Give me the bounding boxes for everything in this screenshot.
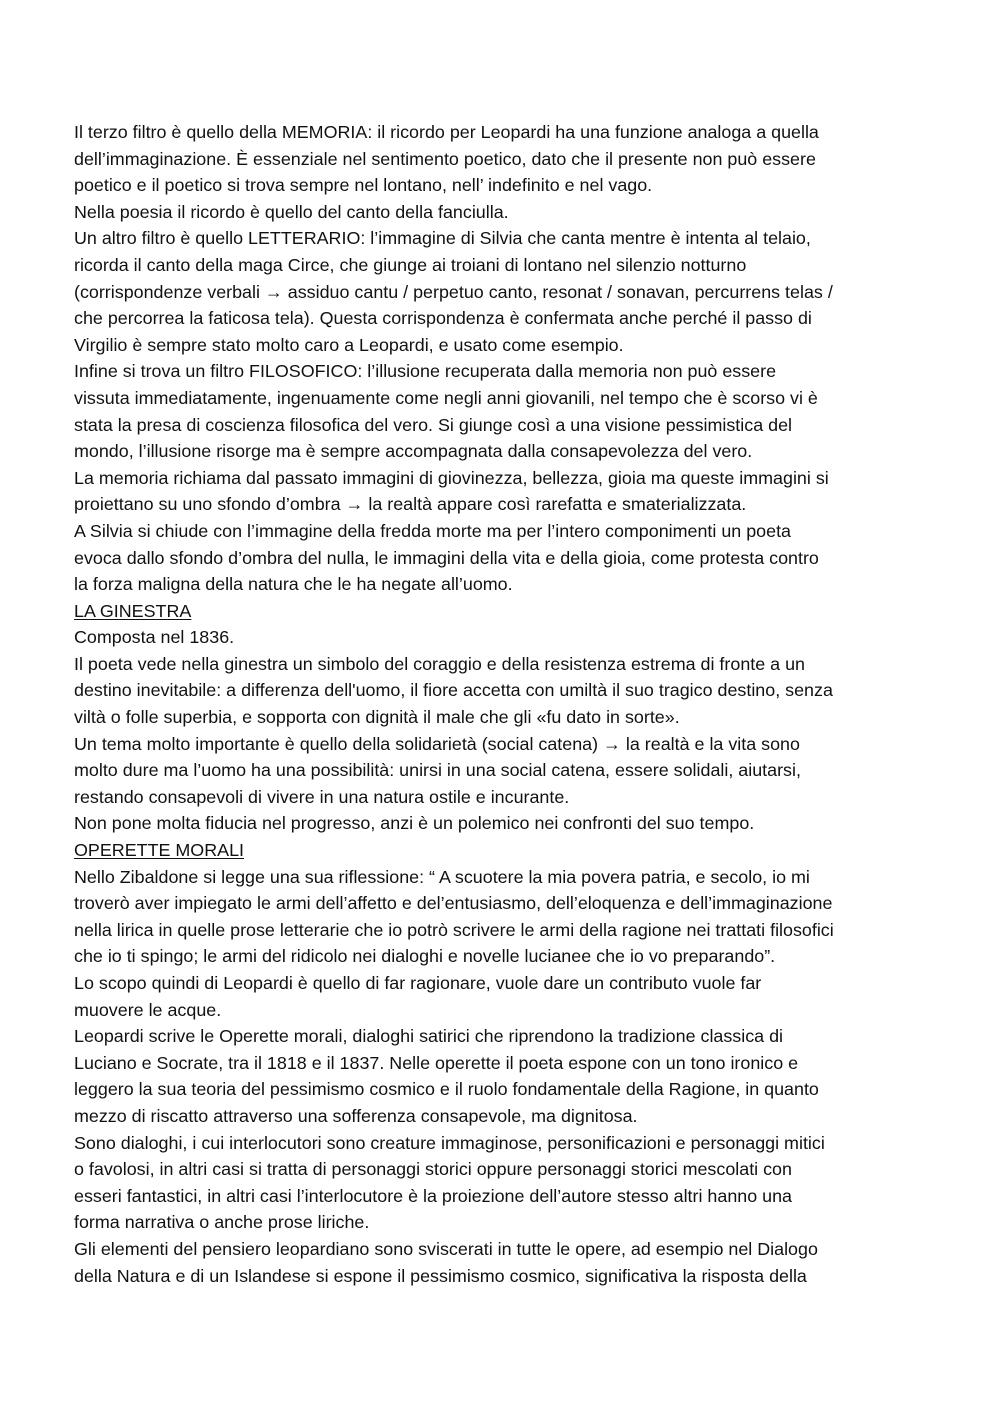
text-line: Il terzo filtro è quello della MEMORIA: il ricordo per Leopardi ha una funzione analoga a quella (74, 122, 819, 142)
text-line: poetico e il poetico si trova sempre nel lontano, nell’ indefinito e nel vago. (74, 175, 653, 196)
text-line: Composta nel 1836. (74, 627, 235, 648)
text-line: Gli elementi del pensiero leopardiano sono sviscerati in tutte le opere, ad esempio nel Dialogo (74, 1238, 818, 1259)
text-line: Il poeta vede nella ginestra un simbolo del coraggio e della resistenza estrema di fronte a un (74, 653, 805, 674)
text-line: mondo, l’illusione risorge ma è sempre accompagnata dalla consapevolezza del vero. (74, 441, 753, 462)
text-line: muovere le acque. (74, 999, 222, 1020)
text-line: forma narrativa o anche prose liriche. (74, 1212, 370, 1233)
section-heading: OPERETTE MORALI (74, 840, 244, 861)
text-line: viltà o folle superbia, e sopporta con dignità il male che gli «fu dato in sorte». (74, 707, 680, 728)
text-line: Nello Zibaldone si legge una sua riflessione: “ A scuotere la mia povera patria, e secolo, io mi (74, 866, 810, 887)
text-line: della Natura e di un Islandese si espone il pessimismo cosmico, significativa la risposta della (74, 1265, 807, 1286)
text-line: molto dure ma l’uomo ha una possibilità: unirsi in una social catena, essere solidali, aiutarsi, (74, 760, 801, 781)
section-heading: LA GINESTRA (74, 600, 192, 621)
text-line: Infine si trova un filtro FILOSOFICO: l’illusione recuperata dalla memoria non può essere (74, 361, 777, 382)
text-line: Virgilio è sempre stato molto caro a Leopardi, e usato come esempio. (74, 334, 624, 355)
text-line: la forza maligna della natura che le ha negate all’uomo. (74, 574, 513, 595)
text-line: stata la presa di coscienza filosofica del vero. Si giunge così a una visione pessimistica del (74, 414, 792, 435)
text-line: destino inevitabile: a differenza dell'uomo, il fiore accetta con umiltà il suo tragico destino, senza (74, 680, 833, 701)
text-line: evoca dallo sfondo d’ombra del nulla, le immagini della vita e della gioia, come protesta contro (74, 547, 819, 568)
text-line: Un altro filtro è quello LETTERARIO: l’immagine di Silvia che canta mentre è intenta al telaio, (74, 228, 811, 249)
text-line: Leopardi scrive le Operette morali, dialoghi satirici che riprendono la tradizione classica di (74, 1026, 784, 1047)
text-line: vissuta immediatamente, ingenuamente come negli anni giovanili, nel tempo che è scorso vi è (74, 387, 818, 408)
text-line: leggero la sua teoria del pessimismo cosmico e il ruolo fondamentale della Ragione, in quanto (74, 1079, 819, 1100)
text-line: Nella poesia il ricordo è quello del canto della fanciulla. (74, 201, 509, 222)
text-line: che percorrea la faticosa tela). Questa corrispondenza è confermata anche perché il passo di (74, 308, 812, 329)
text-line: La memoria richiama dal passato immagini di giovinezza, bellezza, gioia ma queste immagini si (74, 467, 829, 488)
text-line: Non pone molta fiducia nel progresso, anzi è un polemico nei confronti del suo tempo. (74, 813, 755, 834)
text-line: restando consapevoli di vivere in una natura ostile e incurante. (74, 786, 570, 807)
text-line: Lo scopo quindi di Leopardi è quello di far ragionare, vuole dare un contributo vuole far (74, 973, 762, 993)
text-line: proiettano su uno sfondo d’ombra → la realtà appare così rarefatta e smaterializzata. (74, 494, 747, 515)
text-line: che io ti spingo; le armi del ridicolo nei dialoghi e novelle lucianee che io vo preparando”. (74, 946, 776, 967)
text-line: o favolosi, in altri casi si tratta di personaggi storici oppure personaggi storici mescolati con (74, 1159, 792, 1180)
text-line: troverò aver impiegato le armi dell’affetto e del’entusiasmo, dell’eloquenza e dell’immaginazione (74, 893, 833, 914)
text-line: Sono dialoghi, i cui interlocutori sono creature immaginose, personificazioni e personaggi mitici (74, 1132, 825, 1153)
text-line: dell’immaginazione. È essenziale nel sentimento poetico, dato che il presente non può essere (74, 148, 816, 169)
text-line: Luciano e Socrate, tra il 1818 e il 1837. Nelle operette il poeta espone con un tono ironico e (74, 1052, 799, 1073)
text-line: mezzo di riscatto attraverso una sofferenza consapevole, ma dignitosa. (74, 1105, 638, 1126)
text-line: ricorda il canto della maga Circe, che giunge ai troiani di lontano nel silenzio notturno (74, 254, 747, 275)
text-line: esseri fantastici, in altri casi l’interlocutore è la proiezione dell’autore stesso altri hanno una (74, 1185, 792, 1206)
text-line: A Silvia si chiude con l’immagine della fredda morte ma per l’intero componimenti un poeta (74, 520, 791, 541)
text-line: Un tema molto importante è quello della solidarietà (social catena) → la realtà e la vita sono (74, 733, 800, 754)
text-line: nella lirica in quelle prose letterarie che io potrò scrivere le armi della ragione nei trattati filosofici (74, 919, 834, 940)
document-body (74, 119, 944, 1289)
text-line: (corrispondenze verbali → assiduo cantu / perpetuo canto, resonat / sonavan, percurrens telas / (74, 281, 833, 302)
